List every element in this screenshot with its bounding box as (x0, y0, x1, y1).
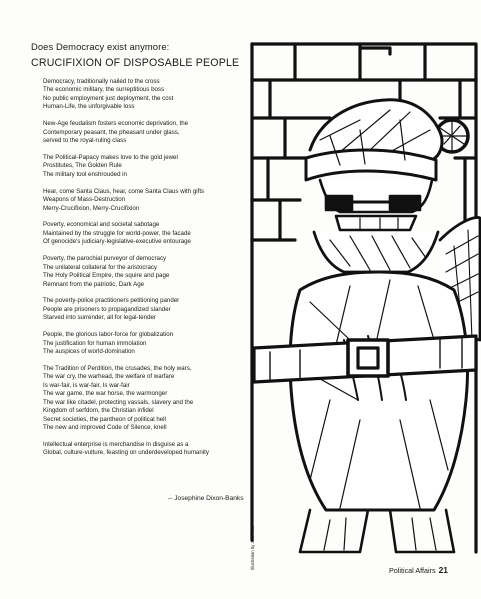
poem-line: Remnant from the patriotic, Dark Age (43, 280, 145, 288)
poem-line: Poverty, the parochial purveyor of democracy (43, 255, 167, 263)
poem-line: New-Age feudalism fosters economic deprivation, the (43, 120, 189, 128)
santa-illustration (240, 40, 481, 560)
poem-line: Intellectual enterprise is merchandise in disguise as a (43, 440, 189, 448)
poem-line: Prostitutes, The Golden Rule (43, 162, 122, 170)
poem-stanza (43, 188, 255, 213)
poem-stanza (43, 255, 255, 289)
poem-line: Poverty, economical and societal sabotage (43, 221, 160, 229)
illustration-credit-text: Illustration by John Kim (250, 525, 255, 570)
poem-line: The war like citadel, protecting vassals, slavery and the (43, 398, 194, 406)
article-kicker: Does Democracy exist anymore: (31, 41, 170, 52)
poem-stanza (43, 365, 255, 433)
poem-line: Of genocide's judiciary-legislative-executive entourage (43, 238, 191, 246)
poem-stanza (43, 331, 255, 356)
poem-line: The justification for human immolation (43, 339, 147, 347)
poem-line: Democracy, traditionally nailed to the cross (43, 78, 160, 85)
poem-line: The Political-Papacy makes love to the gold jewel (43, 153, 178, 161)
poem-line: The new and improved Code of Silence, knell (43, 424, 167, 432)
poem-line: served to the royal-ruling class (43, 137, 127, 145)
poem-line: The economic military, the surreptitious boss (43, 86, 165, 94)
poem-stanza (43, 441, 255, 458)
poem-line: The war game, the war horse, the warmonger (43, 390, 168, 398)
santa-hat (306, 100, 442, 180)
poem-body (43, 78, 255, 466)
poem-line: The Tradition of Perdition, the crusades, the holy wars, (43, 364, 192, 372)
poem-line: Hear, come Santa Claus, hear, come Santa Claus with gifts (43, 187, 205, 195)
santa-face (320, 180, 432, 230)
poem-author: -- Josephine Dixon-Banks (168, 495, 244, 502)
poem-line: The poverty-police practitioners petitioning pander (43, 297, 180, 305)
poem-stanza (43, 221, 255, 246)
poem-line: Human-Life, the unforgivable loss (43, 103, 135, 111)
article-title: CRUCIFIXION OF DISPOSABLE PEOPLE (31, 57, 240, 69)
poem-line: The auspices of world-domination (43, 348, 135, 356)
poem-line: The Holy Political Empire, the squire and page (43, 272, 170, 280)
santa-beard (314, 232, 438, 272)
poem-stanza (43, 120, 255, 145)
poem-stanza (43, 154, 255, 179)
poem-stanza (43, 78, 255, 112)
page-number: 21 (438, 565, 448, 575)
page-footer (389, 565, 448, 575)
poem-line: Secret societies, the pantheon of political hell (43, 415, 166, 423)
poem-line: Contemporary peasant, the pheasant under glass, (43, 128, 180, 136)
poem-line: The war cry, the warhead, the welfare of warfare (43, 373, 175, 381)
poem-line: No public employment just deployment, the cost (43, 94, 174, 102)
poem-line: Merry-Crucifixion, Merry-Crucifixion (43, 204, 140, 212)
poem-line: Maintained by the struggle for world-power, the facade (43, 229, 191, 237)
poem-line: Starved into surrender, all for legal-tender (43, 314, 156, 322)
poem-stanza (43, 297, 255, 322)
publication-name: Political Affairs (389, 566, 436, 575)
poem-line: Weapons of Mass-Destruction (43, 196, 126, 204)
poem-line: People are prisoners to propagandized slander (43, 305, 171, 313)
poem-line: The military tool enshrouded in (43, 170, 127, 178)
santa-coat (290, 272, 467, 510)
poem-line: People, the glorious labor-force for globalization (43, 331, 174, 339)
poem-line: The unilateral collateral for the aristocracy (43, 263, 157, 271)
poem-line: Kingdom of serfdom, the Christian infidel (43, 407, 154, 415)
poem-line: Is war-fair, is war-fair, Is war-fair (43, 381, 130, 389)
santa-legs (300, 510, 454, 552)
poem-line: Global, culture-vulture, feasting on underdeveloped humanity (43, 449, 209, 457)
